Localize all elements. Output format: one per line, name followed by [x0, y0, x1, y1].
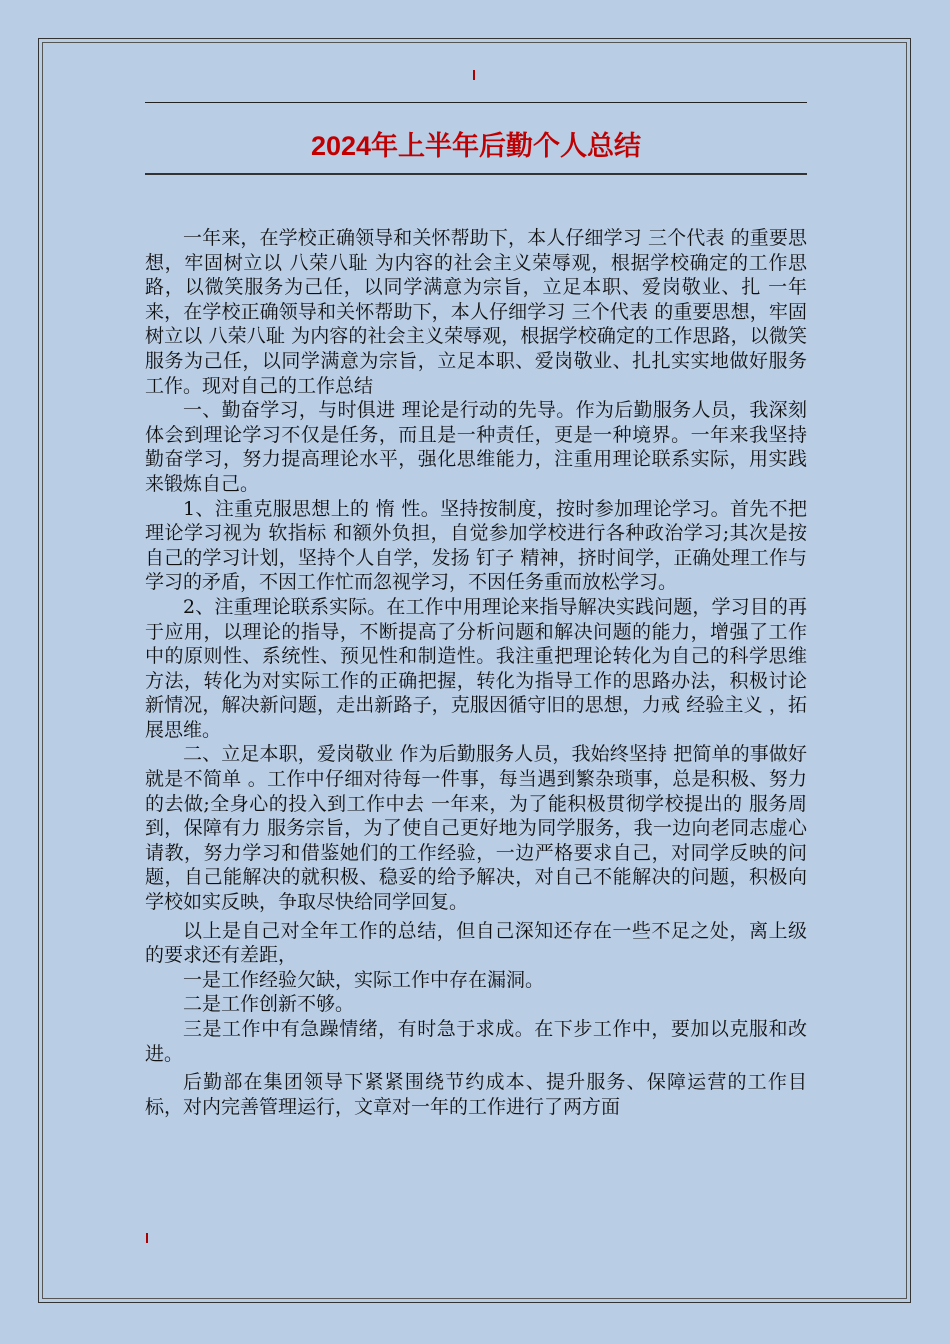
paragraph-point-1: 1、注重克服思想上的 惰 性。坚持按制度，按时参加理论学习。首先不把理论学习视为 软指标 和额外负担，自觉参加学校进行各种政治学习;其次是按自己的学习计划，坚持个人自学，发扬 钉子 精神，挤时间学，正确处理工作与学习的矛盾，不因工作忙而忽视学习，不因任务重而放松学习。 [145, 497, 807, 594]
paragraph-shortcoming-3: 三是工作中有急躁情绪，有时急于求成。在下步工作中，要加以克服和改进。 [145, 1018, 807, 1065]
paragraph-point-2: 2、注重理论联系实际。在工作中用理论来指导解决实践问题，学习目的再于应用，以理论的指导，不断提高了分析问题和解决问题的能力，增强了工作中的原则性、系统性、预见性和制造性。我注重把理论转化为自己的科学思维方法，转化为对实际工作的正确把握，转化为指导工作的思路办法，积极讨论新情况，解决新问题，走出新路子，克服因循守旧的思想，力戒 经验主义 ，拓展思维。 [145, 595, 807, 741]
footer-mark [146, 1233, 148, 1243]
paragraph-section-1: 一、勤奋学习，与时俱进 理论是行动的先导。作为后勤服务人员，我深刻体会到理论学习不仅是任务，而且是一种责任，更是一种境界。一年来我坚持勤奋学习，努力提高理论水平，强化思维能力，注重用理论联系实际，用实践来锻炼自己。 [145, 399, 807, 495]
paragraph-summary: 以上是自己对全年工作的总结，但自己深知还存在一些不足之处，离上级的要求还有差距， [145, 919, 807, 967]
paragraph-shortcoming-1: 一是工作经验欠缺，实际工作中存在漏洞。 [183, 968, 545, 991]
header-rule [145, 102, 807, 103]
paragraph-shortcoming-2: 二是工作创新不够。 [183, 993, 355, 1016]
paragraph-intro: 一年来，在学校正确领导和关怀帮助下，本人仔细学习 三个代表 的重要思想，牢固树立以 八荣八耻 为内容的社会主义荣辱观，根据学校确定的工作思路，以微笑服务为己任，以同学满意为宗旨，立足本职、爱岗敬业、扎 一年来，在学校正确领导和关怀帮助下，本人仔细学习 三个代表 的重要思想，牢固树立以 八荣八耻 为内容的社会主义荣辱观，根据学校确定的工作思路，以微笑服务为己任，以同学满意为宗旨，立足本职、爱岗敬业、扎扎实实地做好服务工作。现对自己的工作总结 [145, 227, 807, 397]
header-mark [473, 70, 475, 80]
paragraph-logistics: 后勤部在集团领导下紧紧围绕节约成本、提升服务、保障运营的工作目标，对内完善管理运行，文章对一年的工作进行了两方面 [145, 1071, 807, 1118]
title-rule [145, 173, 807, 175]
document-body [145, 226, 807, 1119]
paragraph-section-2: 二、立足本职，爱岗敬业 作为后勤服务人员，我始终坚持 把简单的事做好就是不简单 。工作中仔细对待每一件事，每当遇到繁杂琐事，总是积极、努力的去做;全身心的投入到工作中去 一年来，为了能积极贯彻学校提出的 服务周到，保障有力 服务宗旨，为了使自己更好地为同学服务，我一边向老同志虚心请教，努力学习和借鉴她们的工作经验，一边严格要求自己，对同学反映的问题，自己能解决的就积极、稳妥的给予解决，对自己不能解决的问题，积极向学校如实反映，争取尽快给同学回复。 [145, 743, 807, 914]
document-title: 2024年上半年后勤个人总结 [310, 131, 642, 161]
